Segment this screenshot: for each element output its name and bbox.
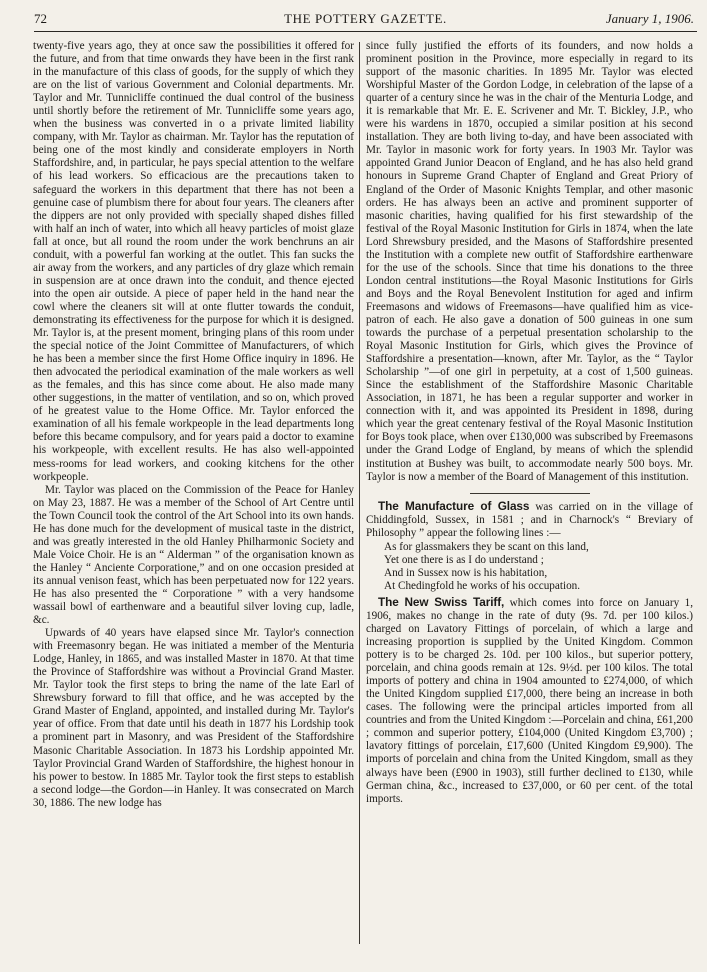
glass-note	[366, 500, 693, 540]
poem	[384, 541, 693, 593]
poem-line: As for glassmakers they be scant on this land,	[384, 540, 589, 553]
column-divider	[359, 42, 360, 944]
left-column	[33, 40, 354, 966]
issue-date: January 1, 1906.	[605, 11, 694, 26]
poem-line: And in Sussex now is his habitation,	[384, 566, 548, 579]
article-paragraph: Mr. Taylor was placed on the Commission of the Peace for Hanley on May 23, 1887. He was a member of the School of Art Centre until the Town Council took the control of the Art School into its own hands. He has done much for the development of musical taste in the district, and was greatly interested in the old Hanley Philharmonic Society and Male Voice Choir. He is an “ Alderman ” of the organisation known as the Hanley “ Anciente Corporatione,” and on one occasion presided at its annual venison feast, which has been perpetuated now for 122 years. He has also presented the “ Corporatione ” with a very handsome wassail bowl of earthenware and a beautiful silver loving cup, ladle, &c.	[33, 483, 354, 627]
article-paragraph: Upwards of 40 years have elapsed since Mr. Taylor's connection with Freemasonry began. He was initiated a member of the Menturia Lodge, Hanley, in 1865, and was installed Master in 1870. At that time the Province of Staffordshire was without a Provincial Grand Master. Mr. Taylor took the first steps to bring the name of the late Earl of Shrewsbury forward to fill that office, and he was accepted by the Grand Master of England, appointed, and installed during Mr. Taylor's year of office. From that date until his death in 1877 his Lordship took a prominent part in Masonry, and was President of the Staffordshire Masonic Charitable Association. In 1873 his Lordship appointed Mr. Taylor Provincial Grand Warden of Staffordshire, the highest honour in his power to bestow. In 1885 Mr. Taylor took the first steps to establish a second lodge—the Gordon—in Hanley. It was consecrated on March 30, 1886. The new lodge has	[33, 627, 354, 809]
right-column	[366, 40, 693, 966]
journal-title: THE POTTERY GAZETTE.	[284, 11, 447, 26]
section-divider	[470, 493, 590, 494]
article-paragraph: twenty-five years ago, they at once saw the possibilities it offered for the future, and from that time onwards they have been in the first rank in the manufacture of this class of goods, for the supply of which they are on the list of various Government and Colonial departments. Mr. Taylor and Mr. Tunnicliffe continued the dual control of the business until shortly before the retirement of Mr. Tunnicliffe some years ago, when the business was converted in o a private limited liability company, with Mr. Taylor as chairman. Mr. Taylor has the reputation of being one of the most kindly and considerate employers in North Staffordshire, and, in particular, he pays special attention to the welfare of his lead workers. So efficacious are the precautions taken to safeguard the workers in this department that there has not been a genuine case of plumbism there for about four years. The cleaners after the dippers are not only provided with specially shaped dishes filled with half an inch of water, into which all heavy particles of moist glaze fall at once, but all round the room under the work benchruns an air conduit, with a powerful fan working at the outlet. This fan sucks the air away from the workers, and any particles of dry glaze which remain in suspension are at once drawn into the conduit, and thence ejected into the open air outside. A piece of paper held in the hand near the cowl where the cleaners sit will at onte flutter towards the conduit, demonstrating its effectiveness for the purpose for which it is designed. Mr. Taylor is, at the present moment, bringing plans of this room under the special notice of the Joint Committee of Manufacturers, of which he has been a member since the first Home Office inquiry in 1896. He then advocated the periodical examination of the male workers as well as the females, and this has since come about. He also made many other suggestions, in the matter of ventilation, and so on, which proved of he greatest value to the Home Office. Mr. Taylor enforced the examination of all his female workpeople in the lead departments long before this became compulsory, and for years paid a doctor to examine his workpeople, with excellent results. He has also well-appointed mess-rooms for lead workers, and cooking kitchens for the other workpeople.	[33, 40, 354, 483]
poem-line: At Chedingfold he works of his occupation.	[384, 579, 581, 592]
glass-heading: The Manufacture of Glass	[378, 498, 530, 513]
article-paragraph: since fully justified the efforts of its founders, and now holds a prominent position in the Province, more especially in regard to its support of the masonic charities. In 1895 Mr. Taylor was elected Worshipful Master of the Gordon Lodge, in celebration of the lapse of a quarter of a century since he was in the chair of the Menturia Lodge, and it is remarkable that Mr. E. E. Scrivener and Mr. T. Bickley, J.P., who were his wardens in 1870, occupied a similar position at his second installation. They are both living to-day, and have been associated with Mr. Taylor in masonic work for forty years. In 1903 Mr. Taylor was appointed Grand Junior Deacon of England, and he has also held grand honours in Supreme Grand Chapter of England and Great Priory of England of the Order of Masonic Knights Templar, and other masonic orders. He has always been an active and prominent supporter of masonic charities, having qualified for his first stewardship of the festival of the Royal Masonic Institution for Girls in 1874, when the late Lord Shrewsbury presided, and the Masons of Staffordshire presented the Institution with a complete new outfit of Staffordshire earthenware for the use of the schools. Since that time his donations to the three London central institutions—the Royal Masonic Institutions for Girls and Boys and the Royal Benevolent Institution for aged and infirm Freemasons and widows of Freemasons—have qualified him as vice-patron of each. He also gave a donation of 500 guineas in one sum towards the purchase of a perpetual presentation scholarship to the Royal Masonic Institution for Girls, which gives the Province of Staffordshire a presentation—known, after Mr. Taylor, as the “ Taylor Scholarship ”—of one girl in perpetuity, at a cost of 1,500 guineas. Since the establishment of the Staffordshire Masonic Charitable Association, in 1871, he has been a regular supporter and worker in connection with it, and was appointed its President in 1898, during which year the great centenary festival of the Royal Masonic Institution for Boys took place, when over £130,000 was subscribed by Freemasons under the Grand Lodge of England, by means of which the splendid institution at Bushey was built, to accommodate nearly 500 boys. Mr. Taylor is now a member of the Board of Management of this institution.	[366, 40, 693, 483]
running-head	[34, 11, 697, 32]
tariff-note	[366, 596, 693, 806]
glass-text: was carried on in the village of Chiddingfold, Sussex, in 1581 ; and in Charnock's “ Breviary of Philosophy ” appear the following lines :—	[366, 500, 693, 539]
page-number: 72	[34, 11, 47, 26]
poem-line: Yet one there is as I do understand ;	[384, 553, 544, 566]
tariff-text: which comes into force on January 1, 1906, makes no change in the rate of duty (9s. 7d. per 100 kilos.) charged on Lavatory Fittings of porcelain, of which a large and increasing proportion is supplied by the United Kingdom. Common pottery is to be charged 2s. 10d. per 100 kilos., but superior pottery, porcelain, and china goods remain at 12s. 9½d. per 100 kilos. The total imports of pottery and china in 1904 amounted to £274,000, of which the United Kingdom supplied £17,000, there being an increase in both cases. The following were the principal articles imported from all countries and from the United Kingdom :—Porcelain and china, £61,200 ; common and superior pottery, £104,000 (United Kingdom £3,700) ; lavatory fittings of porcelain, £17,600 (United Kingdom £9,900). The imports of porcelain and china from the United Kingdom, small as they always have been (£900 in 1903), still further declined to £130, while German china, &c., increased to £37,000, or 60 per cent. of the total imports.	[366, 596, 693, 805]
tariff-heading: The New Swiss Tariff,	[378, 594, 505, 609]
